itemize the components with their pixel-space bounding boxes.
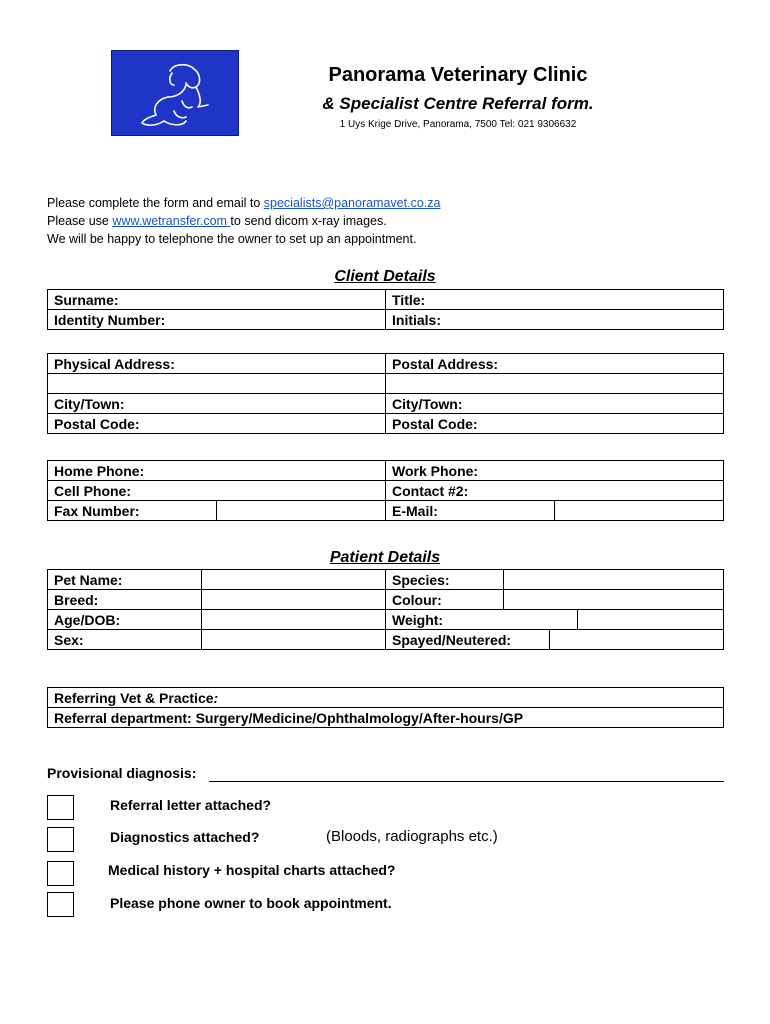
fax-number-label: Fax Number: [48,501,217,521]
breed-input[interactable] [202,590,386,610]
physical-city-field[interactable]: City/Town: [48,394,386,414]
medical-history-checkbox[interactable] [47,861,74,886]
postal-city-field[interactable]: City/Town: [386,394,724,414]
species-input[interactable] [504,570,724,590]
contact2-field[interactable]: Contact #2: [386,481,724,501]
postal-postal-code-field[interactable]: Postal Code: [386,414,724,434]
intro-line-appointment: We will be happy to telephone the owner to set up an appointment. [47,232,417,246]
species-label: Species: [386,570,504,590]
physical-address-field[interactable]: Physical Address: [48,354,386,374]
pet-name-label: Pet Name: [48,570,202,590]
spayed-neutered-label: Spayed/Neutered: [386,630,550,650]
weight-input[interactable] [578,610,724,630]
fax-number-input[interactable] [217,501,386,521]
age-dob-input[interactable] [202,610,386,630]
provisional-diagnosis-label: Provisional diagnosis: [47,765,197,781]
diagnostics-checkbox[interactable] [47,827,74,852]
clinic-name: Panorama Veterinary Clinic [328,64,588,86]
client-contact-table [47,460,724,521]
initials-field[interactable]: Initials: [386,310,724,330]
work-phone-field[interactable]: Work Phone: [386,461,724,481]
patient-details-heading: Patient Details [329,549,441,566]
referral-letter-checkbox[interactable] [47,795,74,820]
postal-address-line2[interactable] [386,374,724,394]
postal-address-field[interactable]: Postal Address: [386,354,724,374]
clinic-address: 1 Uys Krige Drive, Panorama, 7500 Tel: 021 9306632 [339,119,577,130]
phone-owner-checkbox[interactable] [47,892,74,917]
intro-line-wetransfer: Please use www.wetransfer.com to send dicom x-ray images. [47,214,387,228]
dog-icon [112,51,240,137]
provisional-diagnosis-input[interactable] [209,781,724,782]
referral-department-field[interactable]: Referral department: Surgery/Medicine/Ophthalmology/After-hours/GP [48,708,724,728]
form-subtitle: & Specialist Centre Referral form. [322,94,594,113]
email-link[interactable]: specialists@panoramavet.co.za [263,196,441,210]
surname-field[interactable]: Surname: [48,290,386,310]
referring-vet-field[interactable]: Referring Vet & Practice: [48,688,724,708]
email-input[interactable] [555,501,724,521]
colour-input[interactable] [504,590,724,610]
weight-label: Weight: [386,610,578,630]
client-identity-table [47,289,724,330]
referral-table [47,687,724,728]
clinic-logo [111,50,239,136]
breed-label: Breed: [48,590,202,610]
title-field[interactable]: Title: [386,290,724,310]
diagnostics-note: (Bloods, radiographs etc.) [326,828,498,845]
patient-table [47,569,724,650]
home-phone-field[interactable]: Home Phone: [48,461,386,481]
pet-name-input[interactable] [202,570,386,590]
email-label: E-Mail: [386,501,555,521]
diagnostics-label: Diagnostics attached? [110,829,260,845]
identity-number-field[interactable]: Identity Number: [48,310,386,330]
referral-letter-label: Referral letter attached? [110,797,272,813]
medical-history-label: Medical history + hospital charts attached? [108,862,396,878]
sex-label: Sex: [48,630,202,650]
physical-address-line2[interactable] [48,374,386,394]
client-details-heading: Client Details [334,268,436,285]
physical-postal-code-field[interactable]: Postal Code: [48,414,386,434]
colour-label: Colour: [386,590,504,610]
spayed-neutered-input[interactable] [550,630,724,650]
phone-owner-label: Please phone owner to book appointment. [110,895,392,911]
sex-input[interactable] [202,630,386,650]
client-address-table [47,353,724,434]
cell-phone-field[interactable]: Cell Phone: [48,481,386,501]
intro-line-email: Please complete the form and email to specialists@panoramavet.co.za [47,196,441,210]
age-dob-label: Age/DOB: [48,610,202,630]
wetransfer-link[interactable]: www.wetransfer.com [112,214,231,228]
